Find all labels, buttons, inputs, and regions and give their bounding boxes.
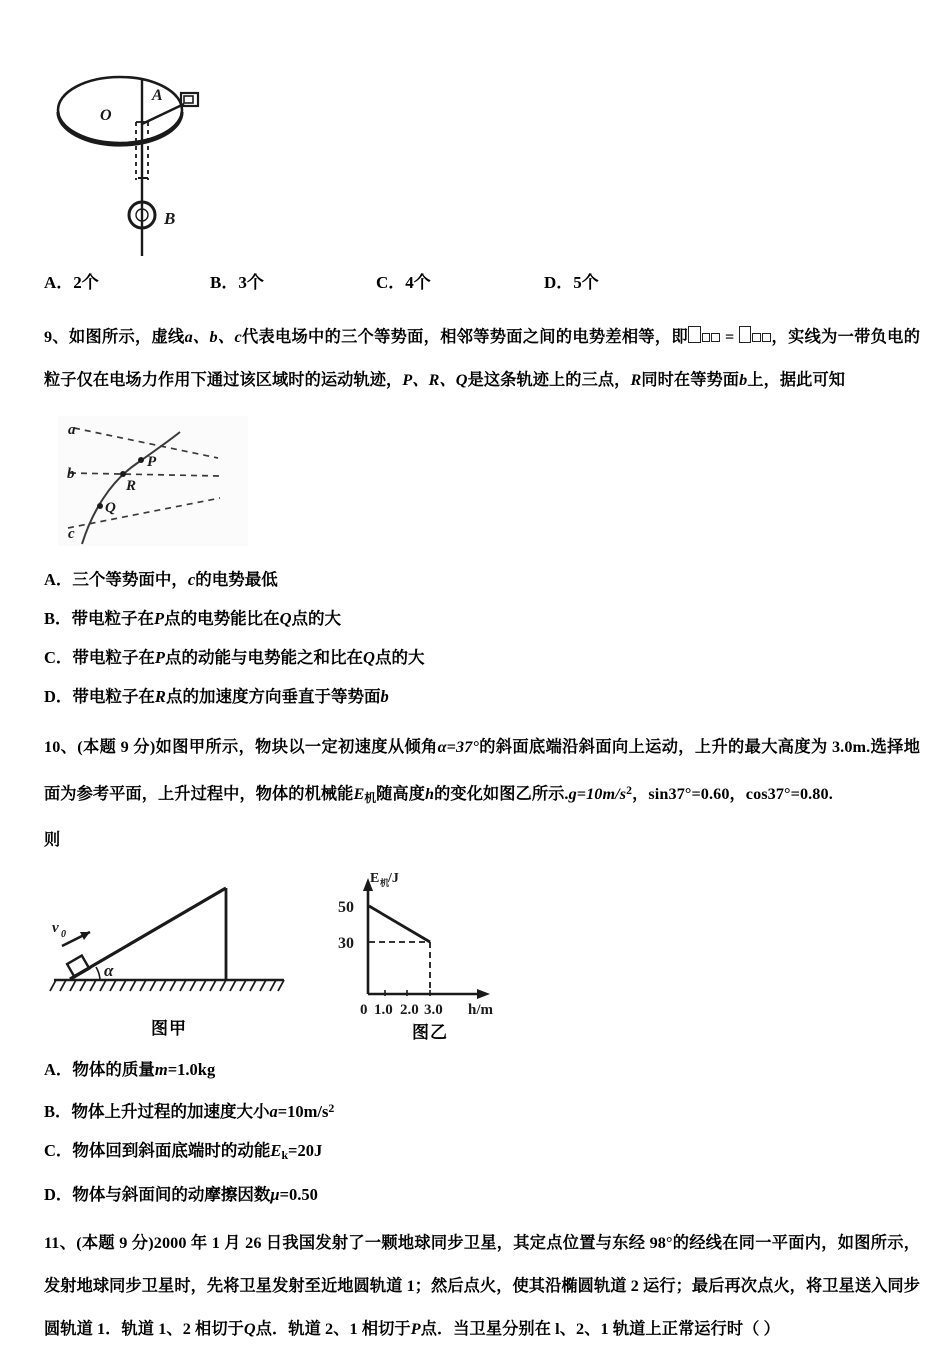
q8-option-b: B．3个 bbox=[210, 273, 264, 292]
q9-stem-part6: 同时在等势面 bbox=[641, 371, 740, 389]
q9-stem-part7: 上，据此可知 bbox=[747, 371, 846, 389]
q9-option-a-var: c bbox=[187, 570, 196, 589]
q10-stem-ze: 则 bbox=[44, 830, 61, 849]
missing-glyph-box bbox=[739, 326, 751, 343]
q9-option-b-text1: 带电粒子在 bbox=[71, 609, 155, 628]
figure-incline-wrapper bbox=[44, 862, 294, 1039]
q9-option-c bbox=[44, 638, 920, 677]
graph-ylabel: E bbox=[370, 870, 380, 886]
missing-glyph-box bbox=[762, 333, 771, 342]
q10-stem-g: g=10m/s bbox=[568, 784, 627, 803]
q9-stem-abc: a、b、c bbox=[184, 328, 242, 346]
q8-option-c: C．4个 bbox=[376, 273, 431, 292]
q10-option-b-var: a bbox=[269, 1101, 278, 1121]
figure-graph-wrapper bbox=[330, 862, 530, 1043]
figure-jia-caption: 图甲 bbox=[151, 1018, 187, 1038]
page-content bbox=[44, 60, 920, 1351]
q10-stem-part2: 的斜面底端沿斜面向上运动，上升的最大高度为 3.0m.选择地面为参考平面，上升过程中，物体的机械能 bbox=[44, 738, 920, 803]
q9-option-a-text1: 三个等势面中， bbox=[72, 570, 188, 589]
q8-option-a: A．2个 bbox=[44, 273, 99, 292]
q9-stem-part5: 是这条轨迹上的三点， bbox=[467, 371, 631, 389]
graph-ylabel-sub: 机 bbox=[380, 877, 390, 888]
q10-stem-h: h bbox=[425, 784, 435, 803]
q11-line3-part3: 点．当卫星分别在 l、2、1 轨道上正常运行时（ ） bbox=[420, 1319, 780, 1338]
missing-glyph-box bbox=[702, 333, 711, 342]
graph-ytick-30: 30 bbox=[338, 934, 354, 952]
figure-equipotential-surfaces bbox=[58, 416, 248, 546]
q9-option-a-text2: 的电势最低 bbox=[195, 570, 278, 589]
q10-option-d-text1: 物体与斜面间的动摩擦因数 bbox=[72, 1184, 271, 1204]
q10-option-b-text2: =10m/s bbox=[277, 1101, 329, 1121]
q10-option-b-label: B． bbox=[44, 1101, 72, 1121]
point-P-dot bbox=[138, 457, 144, 463]
q10-stem-alpha: α=37° bbox=[437, 738, 479, 756]
q11-stem bbox=[44, 1222, 920, 1351]
q9-option-a bbox=[44, 560, 920, 599]
q10-stem-part3: 随高度 bbox=[376, 784, 426, 803]
graph-xtick-2: 2.0 bbox=[400, 1001, 419, 1018]
q11-line1: 11、(本题 9 分)2000 年 1 月 26 日我国发射了一颗地球同步卫星，其定点位置与东经 98°的经线在同一平面内，如图所 bbox=[44, 1233, 888, 1252]
equipotential-label-c: c bbox=[68, 526, 75, 542]
figure-rotating-disc bbox=[44, 60, 244, 260]
q9-option-c-text1: 带电粒子在 bbox=[72, 648, 155, 667]
q8-option-d: D．5个 bbox=[544, 273, 599, 292]
graph-ytick-50: 50 bbox=[338, 898, 354, 916]
q9-stem-prq: P、R、Q bbox=[402, 371, 468, 389]
trajectory-label-R: R bbox=[126, 478, 137, 494]
q9-option-c-text3: 点的大 bbox=[374, 648, 425, 667]
q10-option-a bbox=[44, 1050, 920, 1089]
incline-label-v0: v bbox=[52, 919, 59, 936]
q11-line3-part1: 星送入同步圆轨道 1．轨道 1、2 相切于 bbox=[44, 1276, 921, 1338]
equipotential-label-a: a bbox=[68, 422, 76, 438]
q9-option-d-var1: R bbox=[154, 687, 166, 706]
graph-xtick-1: 1.0 bbox=[374, 1001, 393, 1018]
graph-xtick-0: 0 bbox=[360, 1001, 368, 1018]
q10-stem bbox=[44, 726, 920, 820]
disc-label-B: B bbox=[164, 209, 176, 228]
q10-options bbox=[44, 1050, 920, 1214]
q9-option-b-label: B． bbox=[44, 609, 72, 628]
q10-stem-part5: ，sin37°=0.60，cos37°=0.80. bbox=[632, 784, 833, 803]
q10-option-b-text1: 物体上升过程的加速度大小 bbox=[71, 1101, 270, 1121]
q9-option-b-var2: Q bbox=[279, 609, 292, 628]
q9-option-c-text2: 点的动能与电势能之和比在 bbox=[165, 648, 364, 667]
q9-option-b-text3: 点的大 bbox=[291, 609, 342, 628]
q10-option-d bbox=[44, 1175, 920, 1214]
q10-option-d-var: μ bbox=[270, 1184, 280, 1204]
q10-option-c-text2: =20J bbox=[288, 1140, 323, 1160]
q9-stem-r: R bbox=[630, 371, 642, 389]
incline-label-alpha: α bbox=[104, 960, 114, 980]
figure-energy-height-graph bbox=[330, 862, 530, 1022]
q9-option-d-var2: b bbox=[380, 687, 389, 706]
q9-stem-part3: ，实线为一带负电 bbox=[771, 328, 904, 346]
q10-option-a-text1: 物体的质量 bbox=[72, 1059, 155, 1079]
q8-options-row bbox=[44, 268, 920, 302]
graph-xlabel: h/m bbox=[468, 1001, 494, 1018]
q10-option-c-text1: 物体回到斜面底端时的动能 bbox=[72, 1140, 271, 1160]
q9-option-d-text1: 带电粒子在 bbox=[72, 687, 155, 706]
q11-line3-Q: Q bbox=[243, 1319, 256, 1338]
q10-option-c-label: C． bbox=[44, 1140, 73, 1160]
q11-line3-part2: 点．轨道 2、1 相切于 bbox=[255, 1319, 411, 1338]
figure-incline bbox=[44, 862, 294, 1012]
q9-option-c-label: C． bbox=[44, 648, 73, 667]
q9-stem: 9、如图所示，虚线a、b、c代表电场中的三个等势面，相邻等势面之间的电势差相等，即 = ，实线为一带负电的粒子仅在电场力作用下通过该区域时的运动轨迹，P、R、Q是这条轨迹上的三点，R同时在等势面b上，据此可知 bbox=[44, 316, 920, 402]
q9-option-c-var2: Q bbox=[363, 648, 375, 667]
q10-option-b-sup: 2 bbox=[328, 1100, 335, 1115]
q10-figures-row bbox=[44, 862, 920, 1042]
trajectory-label-P: P bbox=[147, 454, 157, 470]
missing-glyph-box bbox=[752, 333, 761, 342]
figure-yi-caption: 图乙 bbox=[412, 1022, 448, 1042]
q9-option-c-var1: P bbox=[154, 648, 166, 667]
q10-stem-part4: 的变化如图乙所示. bbox=[434, 784, 569, 803]
q9-stem-b: b bbox=[739, 371, 748, 389]
q9-option-a-label: A． bbox=[44, 570, 73, 589]
point-Q-dot bbox=[97, 503, 103, 509]
q10-option-b bbox=[44, 1089, 920, 1131]
graph-ylabel-unit: /J bbox=[388, 870, 399, 886]
q11-line3-P: P bbox=[410, 1319, 421, 1338]
q10-option-a-label: A． bbox=[44, 1059, 73, 1079]
q9-options bbox=[44, 560, 920, 716]
q10-option-d-label: D． bbox=[44, 1184, 73, 1204]
q9-option-d bbox=[44, 677, 920, 716]
q10-option-a-text2: =1.0kg bbox=[167, 1059, 216, 1079]
q9-stem-part1: 9、如图所示，虚线 bbox=[44, 328, 185, 346]
graph-xtick-3: 3.0 bbox=[424, 1001, 443, 1018]
q9-option-b bbox=[44, 599, 920, 638]
q10-stem-g-sup: 2 bbox=[626, 784, 633, 797]
incline-label-v0-sub: 0 bbox=[61, 928, 66, 940]
q9-option-b-text2: 点的电势能比在 bbox=[164, 609, 280, 628]
missing-glyph-box bbox=[711, 333, 720, 342]
q9-stem-part2: 代表电场中的三个等势面，相邻等势面之间的电势差相等，即 bbox=[241, 328, 688, 346]
point-R-dot bbox=[120, 471, 126, 477]
q10-stem-E-sub: 机 bbox=[364, 791, 377, 805]
equipotential-label-b: b bbox=[67, 466, 75, 482]
trajectory-label-Q: Q bbox=[105, 500, 116, 516]
q10-stem-part1: 10、(本题 9 分)如图甲所示，物块以一定初速度从倾角 bbox=[44, 738, 438, 756]
q10-stem-E: E bbox=[353, 784, 365, 803]
q10-option-d-text2: =0.50 bbox=[279, 1184, 318, 1204]
q10-option-c bbox=[44, 1131, 920, 1175]
q9-option-d-text2: 点的加速度方向垂直于等势面 bbox=[165, 687, 381, 706]
q10-option-a-var: m bbox=[154, 1059, 168, 1079]
q9-option-d-label: D． bbox=[44, 687, 73, 706]
q10-option-c-var: E bbox=[270, 1140, 282, 1160]
missing-glyph-box bbox=[688, 326, 700, 343]
q9-option-b-var1: P bbox=[154, 609, 165, 628]
q11-line2: 示，发射地球同步卫星时，先将卫星发射至近地圆轨道 1；然后点火，使其沿椭圆轨道 2 运行；最后再次点火，将卫 bbox=[44, 1233, 921, 1295]
disc-label-A: A bbox=[152, 87, 163, 104]
disc-label-O: O bbox=[100, 107, 112, 124]
q10-option-c-sub: k bbox=[281, 1147, 289, 1162]
q9-stem-part4: 的粒子仅在电场力作用下通过该区域时的运动轨迹， bbox=[44, 328, 921, 389]
